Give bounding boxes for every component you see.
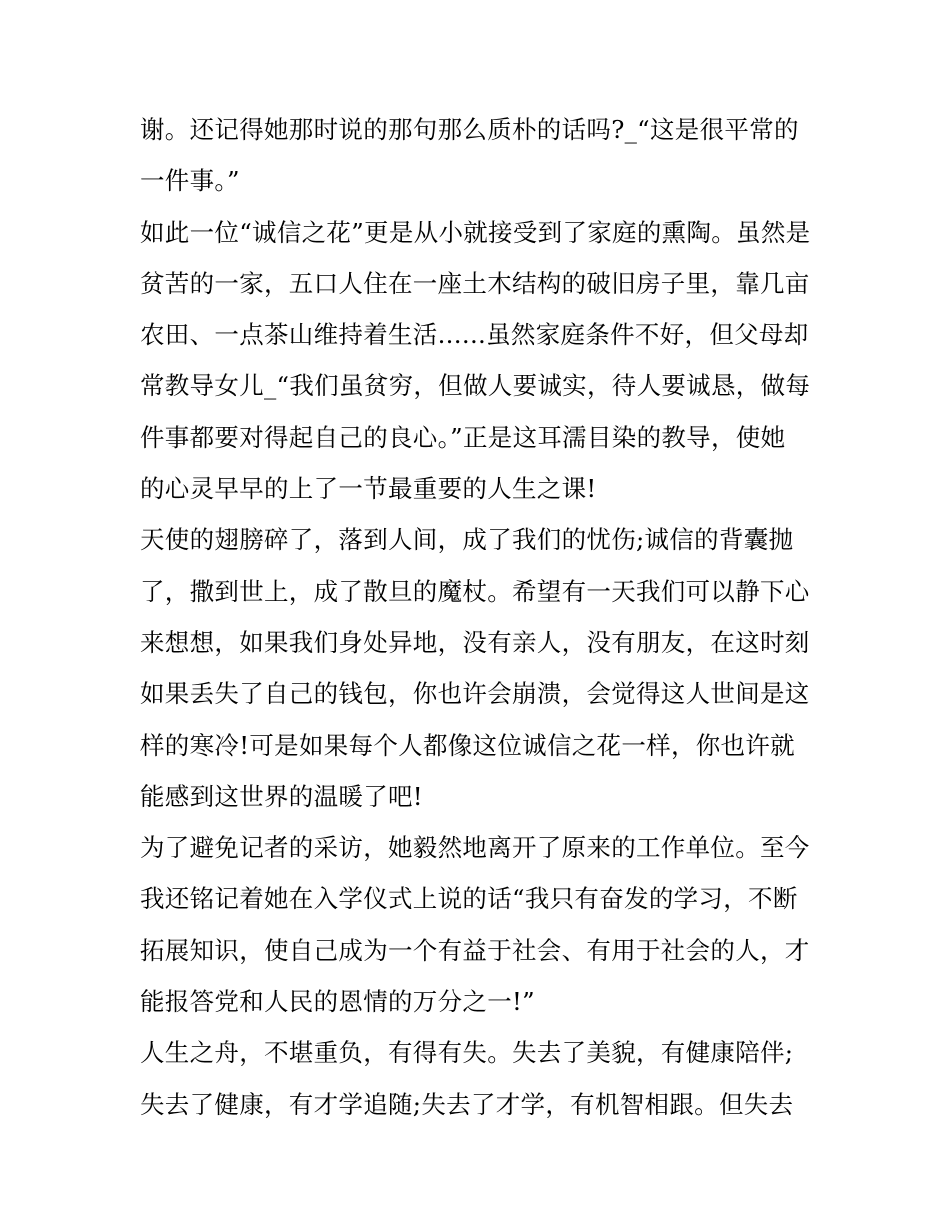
- text-line: 谢。还记得她那时说的那句那么质朴的话吗?_“这是很平常的: [140, 115, 799, 144]
- text-line: 能报答党和人民的恩情的万分之一!”: [140, 987, 535, 1017]
- text-line: 我还铭记着她在入学仪式上说的话“我只有奋发的学习，不断: [140, 884, 798, 914]
- text-line: 了，撒到世上，成了散旦的魔杖。希望有一天我们可以静下心: [140, 576, 810, 606]
- text-line: 件事都要对得起自己的良心。”正是这耳濡目染的教导，使她: [140, 422, 786, 452]
- text-line: 如此一位“诚信之花”更是从小就接受到了家庭的熏陶。虽然是: [140, 217, 811, 247]
- text-line: 的心灵早早的上了一节最重要的人生之课!: [140, 474, 597, 504]
- text-line: 农田、一点茶山维持着生活......虽然家庭条件不好，但父母却: [140, 320, 809, 350]
- text-line: 为了避免记者的采访，她毅然地离开了原来的工作单位。至今: [140, 833, 810, 863]
- text-line: 能感到这世界的温暖了吧!: [140, 781, 423, 811]
- text-line: 来想想，如果我们身处异地，没有亲人，没有朋友，在这时刻: [140, 627, 810, 657]
- text-line: 拓展知识，使自己成为一个有益于社会、有用于社会的人，才: [140, 935, 810, 965]
- text-line: 常教导女儿_“我们虽贫穷，但做人要诚实，待人要诚恳，做每: [140, 371, 811, 401]
- text-line: 人生之舟，不堪重负，有得有失。失去了美貌，有健康陪伴;: [140, 1038, 794, 1068]
- text-line: 天使的翅膀碎了，落到人间，成了我们的忧伤;诚信的背囊抛: [140, 525, 794, 555]
- text-line: 一件事。”: [140, 166, 240, 196]
- text-line: 样的寒冷!可是如果每个人都像这位诚信之花一样，你也许就: [140, 730, 795, 760]
- text-line: 如果丢失了自己的钱包，你也许会崩溃，会觉得这人世间是这: [140, 679, 810, 709]
- text-line: 贫苦的一家，五口人住在一座土木结构的破旧房子里，靠几亩: [140, 268, 810, 298]
- text-line: 失去了健康，有才学追随;失去了才学，有机智相跟。但失去: [140, 1089, 794, 1119]
- document-body: [140, 104, 820, 1130]
